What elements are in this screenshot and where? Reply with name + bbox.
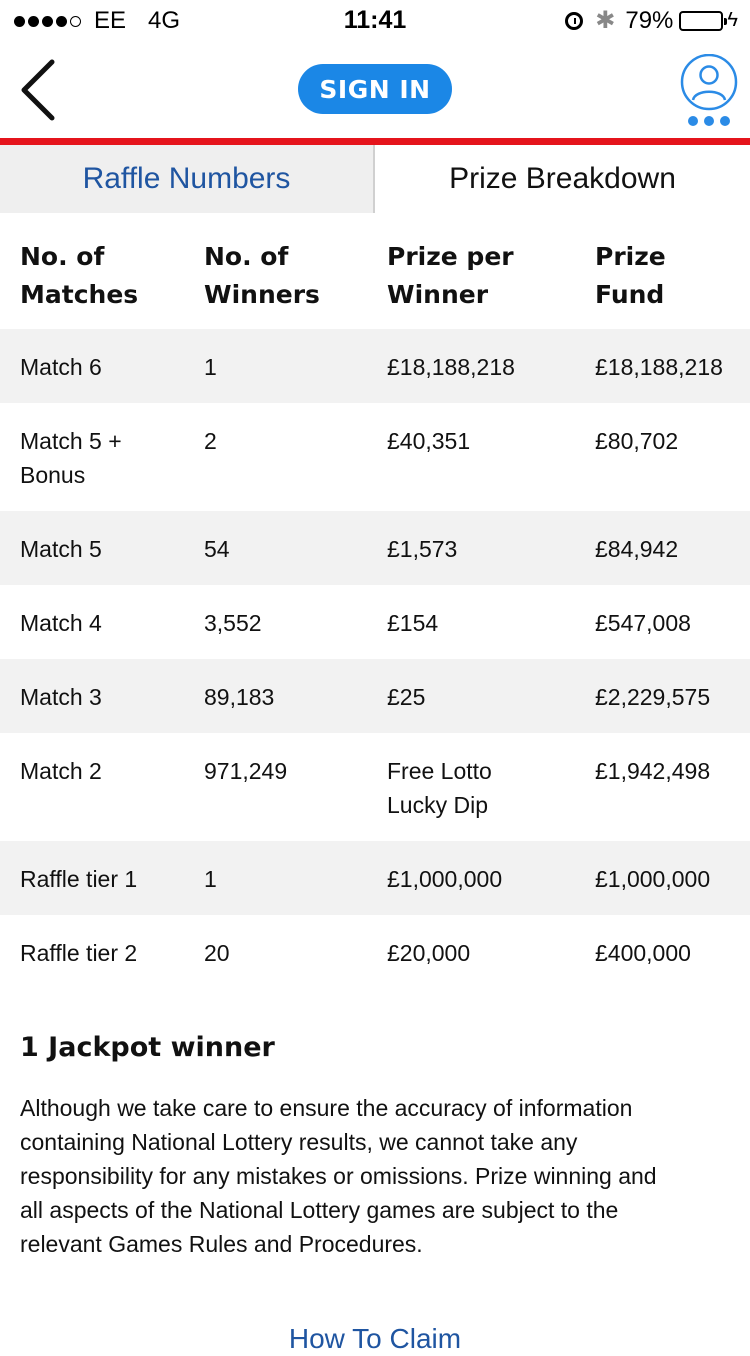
cell-winners: 971,249 (204, 758, 288, 784)
cell-prize-per-winner: £25 (387, 684, 426, 710)
table-row (0, 841, 750, 915)
carrier-name: EE (94, 7, 127, 34)
cell-matches: Match 5 (20, 536, 102, 562)
table-row (0, 511, 750, 585)
cell-winners: 2 (204, 428, 217, 454)
back-chevron-icon[interactable] (18, 58, 58, 122)
cell-prize-fund: £2,229,575 (595, 684, 711, 710)
cell-matches: Match 4 (20, 610, 102, 636)
cell-prize-per-winner: Free Lotto Lucky Dip (387, 758, 492, 818)
cell-winners: 54 (204, 536, 230, 562)
battery-icon (679, 11, 723, 31)
status-time: 11:41 (343, 6, 407, 34)
cell-winners: 1 (204, 354, 217, 380)
cell-prize-per-winner: £40,351 (387, 428, 471, 454)
disclaimer-text: Although we take care to ensure the accuracy of information containing National Lottery results, we cannot take any responsibility for any mistakes or omissions. Prize winning and all aspects of the National Lottery games are subject to the relevant Games Rules and Procedures. (20, 1095, 657, 1257)
header-winners: No. of Winners (204, 242, 320, 309)
cell-prize-per-winner: £1,573 (387, 536, 458, 562)
cell-winners: 3,552 (204, 610, 262, 636)
cell-prize-per-winner: £20,000 (387, 940, 471, 966)
cell-matches: Raffle tier 2 (20, 940, 138, 966)
cell-prize-fund: £1,942,498 (595, 758, 711, 784)
battery-percent: 79% (625, 6, 674, 34)
network-type: 4G (148, 7, 181, 34)
alarm-icon (565, 12, 583, 30)
charging-icon: ϟ (727, 9, 738, 31)
cell-winners: 89,183 (204, 684, 275, 710)
results-tabs (0, 145, 750, 213)
table-header (0, 213, 750, 329)
status-bar (0, 0, 750, 40)
tab-prize-breakdown[interactable]: Prize Breakdown (375, 145, 750, 213)
status-right (565, 6, 738, 35)
cell-prize-fund: £547,008 (595, 610, 691, 636)
cell-prize-fund: £18,188,218 (595, 354, 723, 380)
header-divider (0, 138, 750, 145)
table-row (0, 329, 750, 403)
cell-matches: Match 3 (20, 684, 102, 710)
account-menu-icon[interactable] (680, 54, 738, 130)
table-row (0, 585, 750, 659)
cell-prize-per-winner: £1,000,000 (387, 866, 503, 892)
table-row (0, 733, 750, 841)
header-matches: No. of Matches (20, 242, 139, 309)
header-prize-per-winner: Prize per Winner (387, 242, 514, 309)
table-row (0, 659, 750, 733)
cell-prize-fund: £84,942 (595, 536, 679, 562)
cell-matches: Match 6 (20, 354, 102, 380)
cell-winners: 1 (204, 866, 217, 892)
table-row (0, 403, 750, 511)
table-body (0, 329, 750, 989)
cell-prize-per-winner: £18,188,218 (387, 354, 515, 380)
app-header (0, 40, 750, 138)
tab-raffle-numbers[interactable]: Raffle Numbers (0, 145, 375, 213)
sign-in-button[interactable]: SIGN IN (298, 64, 452, 114)
cell-prize-fund: £400,000 (595, 940, 691, 966)
table-row (0, 915, 750, 989)
prize-breakdown-table (0, 213, 750, 989)
how-to-claim-link[interactable]: How To Claim (288, 1323, 462, 1354)
cell-winners: 20 (204, 940, 230, 966)
header-prize-fund: Prize Fund (595, 242, 666, 309)
jackpot-summary: 1 Jackpot winner (20, 1032, 275, 1063)
cell-prize-per-winner: £154 (387, 610, 439, 636)
cell-matches: Raffle tier 1 (20, 866, 138, 892)
bluetooth-icon: ✱ (595, 7, 616, 34)
cell-matches: Match 2 (20, 758, 102, 784)
cell-prize-fund: £1,000,000 (595, 866, 711, 892)
cell-matches: Match 5 + Bonus (20, 428, 122, 488)
cell-prize-fund: £80,702 (595, 428, 679, 454)
